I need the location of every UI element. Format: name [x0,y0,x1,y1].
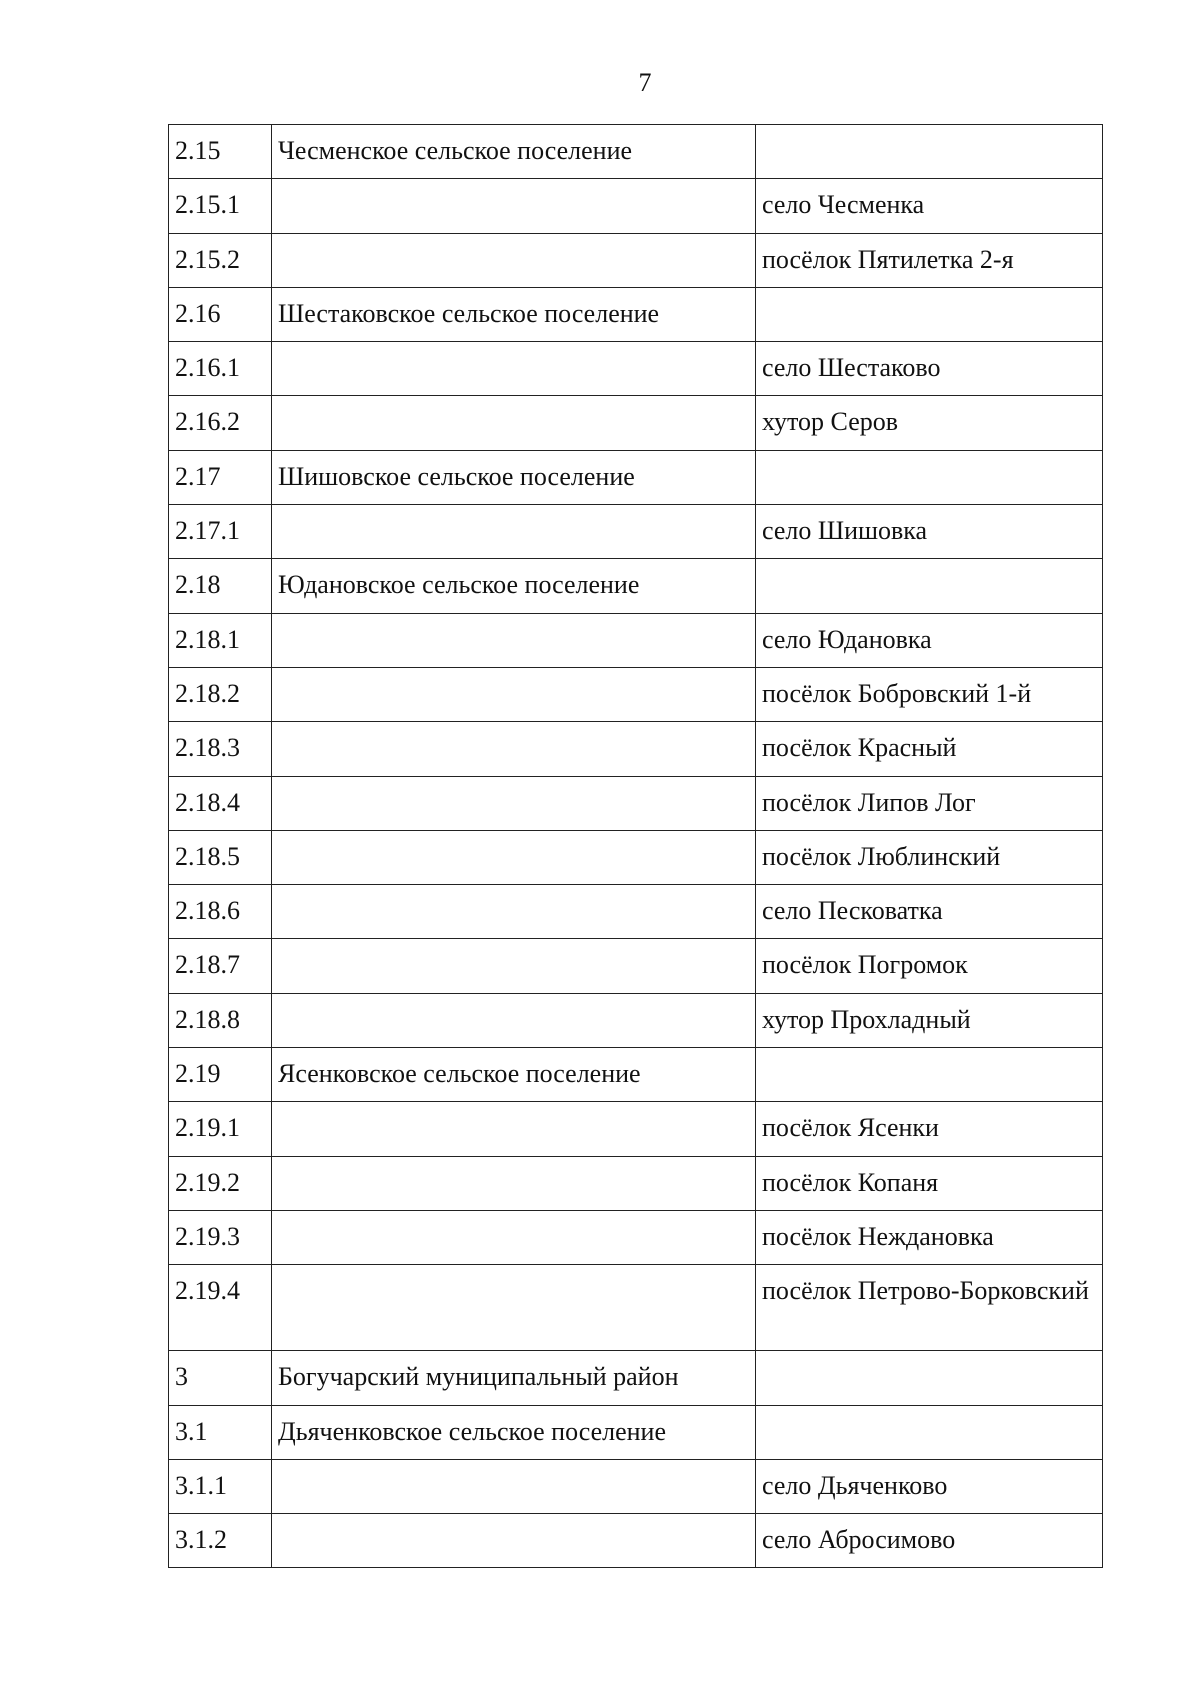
row-number-cell: 2.18.2 [169,667,272,721]
settlements-table [168,124,1103,1568]
locality-cell: село Шестаково [756,342,1103,396]
municipality-cell [272,1514,756,1568]
locality-cell [756,559,1103,613]
locality-cell: село Шишовка [756,505,1103,559]
table-row [169,1156,1103,1210]
locality-cell: посёлок Петрово-Борковский [756,1265,1103,1351]
municipality-cell: Шишовское сельское поселение [272,450,756,504]
table-row [169,776,1103,830]
table-row [169,450,1103,504]
locality-cell: посёлок Копаня [756,1156,1103,1210]
table-row [169,396,1103,450]
table-row [169,722,1103,776]
row-number-cell: 2.19.1 [169,1102,272,1156]
row-number-cell: 2.18.1 [169,613,272,667]
row-number-cell: 2.18.4 [169,776,272,830]
locality-cell: хутор Серов [756,396,1103,450]
locality-cell: село Песковатка [756,885,1103,939]
municipality-cell [272,885,756,939]
table-row [169,1048,1103,1102]
municipality-cell [272,1459,756,1513]
locality-cell [756,450,1103,504]
municipality-cell [272,722,756,776]
locality-cell: посёлок Неждановка [756,1210,1103,1264]
municipality-cell: Ясенковское сельское поселение [272,1048,756,1102]
table-row [169,1459,1103,1513]
municipality-cell [272,179,756,233]
row-number-cell: 2.17.1 [169,505,272,559]
locality-cell: посёлок Люблинский [756,830,1103,884]
municipality-cell: Юдановское сельское поселение [272,559,756,613]
locality-cell [756,1351,1103,1405]
municipality-cell [272,830,756,884]
table-row [169,1351,1103,1405]
row-number-cell: 2.15 [169,125,272,179]
locality-cell: село Дьяченково [756,1459,1103,1513]
row-number-cell: 3 [169,1351,272,1405]
row-number-cell: 3.1 [169,1405,272,1459]
table-row [169,993,1103,1047]
locality-cell: посёлок Ясенки [756,1102,1103,1156]
table-row [169,342,1103,396]
table-row [169,1514,1103,1568]
row-number-cell: 2.19.2 [169,1156,272,1210]
table-row [169,505,1103,559]
locality-cell: посёлок Липов Лог [756,776,1103,830]
municipality-cell [272,396,756,450]
table-row [169,1265,1103,1351]
locality-cell: село Юдановка [756,613,1103,667]
municipality-cell [272,939,756,993]
row-number-cell: 3.1.2 [169,1514,272,1568]
locality-cell [756,1048,1103,1102]
table-row [169,885,1103,939]
locality-cell: посёлок Погромок [756,939,1103,993]
table-row [169,667,1103,721]
municipality-cell [272,342,756,396]
locality-cell [756,125,1103,179]
page-number: 7 [638,68,652,97]
locality-cell: хутор Прохладный [756,993,1103,1047]
table-row [169,125,1103,179]
table-row [169,559,1103,613]
table-row [169,1405,1103,1459]
row-number-cell: 2.18.8 [169,993,272,1047]
row-number-cell: 2.19.4 [169,1265,272,1351]
table-row [169,1210,1103,1264]
locality-cell: село Чесменка [756,179,1103,233]
row-number-cell: 2.19 [169,1048,272,1102]
municipality-cell [272,1102,756,1156]
municipality-cell [272,667,756,721]
table-row [169,939,1103,993]
settlements-table-body [169,125,1103,1568]
locality-cell [756,1405,1103,1459]
locality-cell: посёлок Бобровский 1-й [756,667,1103,721]
table-row [169,830,1103,884]
row-number-cell: 2.18 [169,559,272,613]
table-row [169,1102,1103,1156]
row-number-cell: 3.1.1 [169,1459,272,1513]
row-number-cell: 2.18.6 [169,885,272,939]
municipality-cell [272,613,756,667]
municipality-cell: Чесменское сельское поселение [272,125,756,179]
municipality-cell [272,233,756,287]
row-number-cell: 2.16.2 [169,396,272,450]
municipality-cell: Богучарский муниципальный район [272,1351,756,1405]
table-row [169,287,1103,341]
row-number-cell: 2.16 [169,287,272,341]
municipality-cell: Шестаковское сельское поселение [272,287,756,341]
table-row [169,179,1103,233]
municipality-cell [272,776,756,830]
row-number-cell: 2.15.2 [169,233,272,287]
municipality-cell [272,1210,756,1264]
row-number-cell: 2.15.1 [169,179,272,233]
municipality-cell [272,1265,756,1351]
row-number-cell: 2.18.5 [169,830,272,884]
locality-cell: село Абросимово [756,1514,1103,1568]
table-row [169,233,1103,287]
locality-cell: посёлок Пятилетка 2-я [756,233,1103,287]
table-row [169,613,1103,667]
locality-cell: посёлок Красный [756,722,1103,776]
row-number-cell: 2.18.3 [169,722,272,776]
municipality-cell [272,505,756,559]
municipality-cell [272,1156,756,1210]
row-number-cell: 2.16.1 [169,342,272,396]
row-number-cell: 2.17 [169,450,272,504]
municipality-cell: Дьяченковское сельское поселение [272,1405,756,1459]
row-number-cell: 2.18.7 [169,939,272,993]
municipality-cell [272,993,756,1047]
row-number-cell: 2.19.3 [169,1210,272,1264]
locality-cell [756,287,1103,341]
